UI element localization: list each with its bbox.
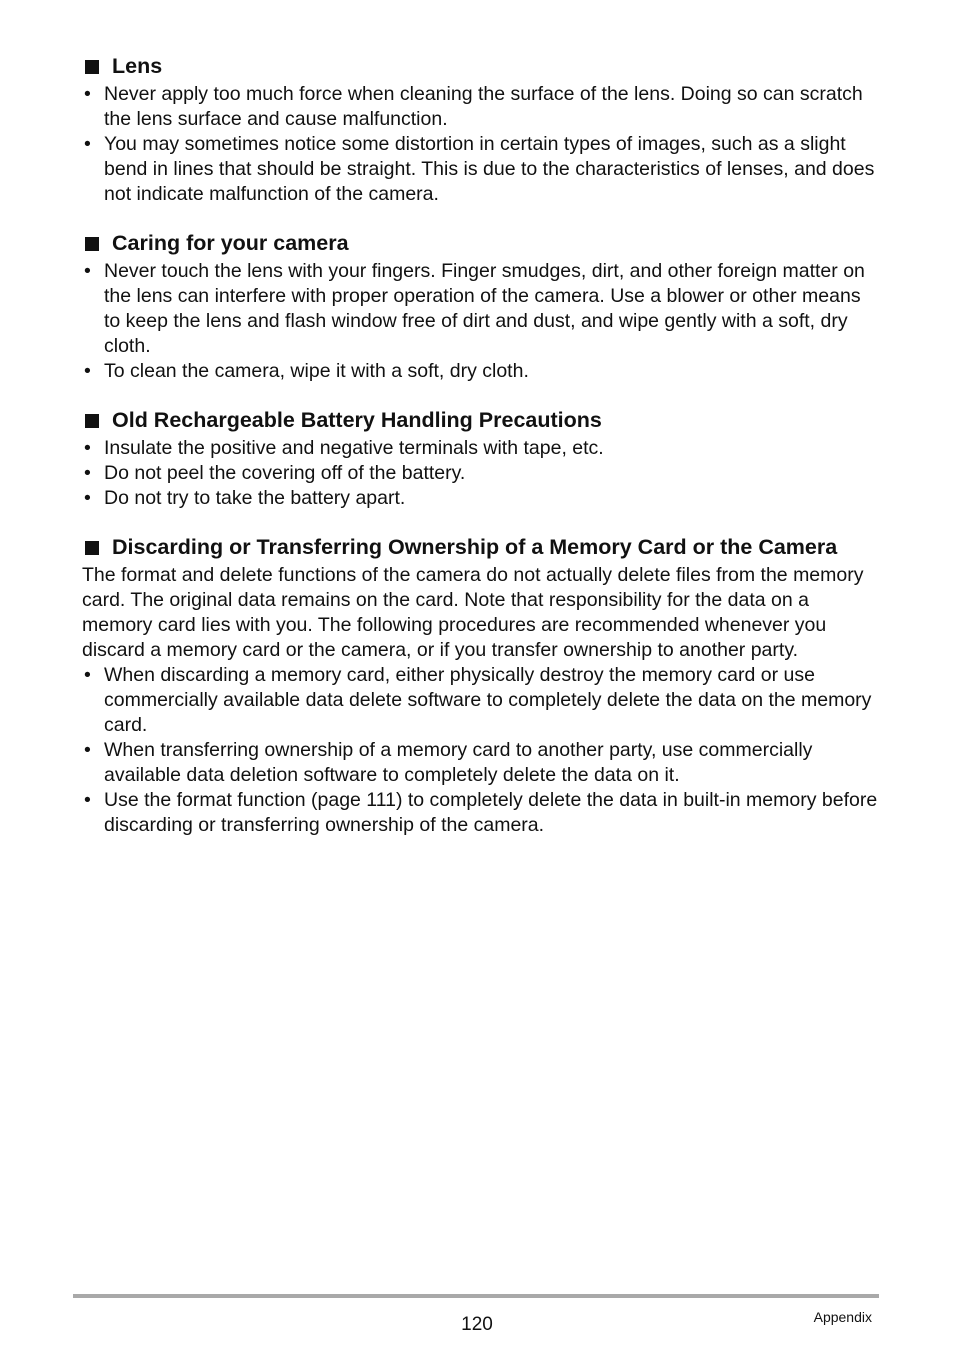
section-heading (82, 406, 882, 434)
list-item-text: Never apply too much force when cleaning the surface of the lens. Doing so can scratch the lens surface and cause malfunction. (104, 83, 863, 130)
section-discarding (82, 533, 882, 838)
section-spacer (82, 511, 882, 533)
section-heading-text: Lens (112, 54, 163, 78)
list-item-text: Use the format function (page 111) to completely delete the data in built-in memory before discarding or transferring ownership of the camera. (104, 789, 878, 836)
footer-section-label: Appendix (813, 1309, 872, 1325)
list-item (82, 259, 882, 359)
list-item (82, 132, 882, 207)
bullet-list (82, 436, 882, 511)
list-item-text: Do not try to take the battery apart. (104, 487, 406, 509)
section-heading-text: Caring for your camera (112, 231, 349, 255)
list-item-text: When discarding a memory card, either physically destroy the memory card or use commercially available data delete software to completely delete the data on the memory card. (104, 664, 872, 736)
list-item-text: You may sometimes notice some distortion in certain types of images, such as a slight bend in lines that should be straight. This is due to the characteristics of lenses, and does not indicate malfunction of the camera. (104, 133, 875, 205)
section-heading-text: Old Rechargeable Battery Handling Precautions (112, 408, 602, 432)
bullet-dot: • (84, 462, 91, 484)
bullet-dot: • (84, 664, 91, 686)
section-heading (82, 229, 882, 257)
list-item (82, 359, 882, 384)
bullet-dot: • (84, 789, 91, 811)
section-heading (82, 52, 882, 80)
section-heading-text: Discarding or Transferring Ownership of a Memory Card or the Camera (112, 535, 838, 559)
page-content (82, 52, 882, 838)
footer-divider (73, 1294, 879, 1298)
bullet-dot: • (84, 83, 91, 105)
page-number: 120 (461, 1314, 493, 1335)
list-item (82, 82, 882, 132)
section-battery (82, 406, 882, 511)
list-item (82, 788, 882, 838)
list-item (82, 738, 882, 788)
square-bullet-icon (85, 414, 99, 428)
bullet-dot: • (84, 739, 91, 761)
list-item-text: To clean the camera, wipe it with a soft, dry cloth. (104, 360, 529, 382)
bullet-list (82, 259, 882, 384)
section-paragraph: The format and delete functions of the camera do not actually delete files from the memory card. The original data remains on the card. Note that responsibility for the data on a memory card lies with you. The following procedures are recommended whenever you discard a memory card or the camera, or if you transfer ownership to another party. (82, 564, 864, 661)
list-item (82, 486, 882, 511)
bullet-dot: • (84, 133, 91, 155)
square-bullet-icon (85, 237, 99, 251)
bullet-list (82, 82, 882, 207)
bullet-list (82, 663, 882, 838)
section-spacer (82, 207, 882, 229)
section-lens (82, 52, 882, 207)
list-item-text: Insulate the positive and negative terminals with tape, etc. (104, 437, 604, 459)
square-bullet-icon (85, 60, 99, 74)
list-item (82, 461, 882, 486)
section-caring (82, 229, 882, 384)
bullet-dot: • (84, 260, 91, 282)
list-item-text: Never touch the lens with your fingers. Finger smudges, dirt, and other foreign matter on the lens can interfere with proper operation of the camera. Use a blower or other means to keep the lens and flash window free of dirt and dust, and wipe gently with a soft, dry cloth. (104, 260, 865, 357)
section-heading (82, 533, 882, 561)
bullet-dot: • (84, 437, 91, 459)
list-item (82, 436, 882, 461)
bullet-dot: • (84, 360, 91, 382)
list-item-text: When transferring ownership of a memory card to another party, use commercially available data deletion software to completely delete the data on it. (104, 739, 813, 786)
section-spacer (82, 384, 882, 406)
list-item-text: Do not peel the covering off of the battery. (104, 462, 466, 484)
square-bullet-icon (85, 541, 99, 555)
bullet-dot: • (84, 487, 91, 509)
list-item (82, 663, 882, 738)
